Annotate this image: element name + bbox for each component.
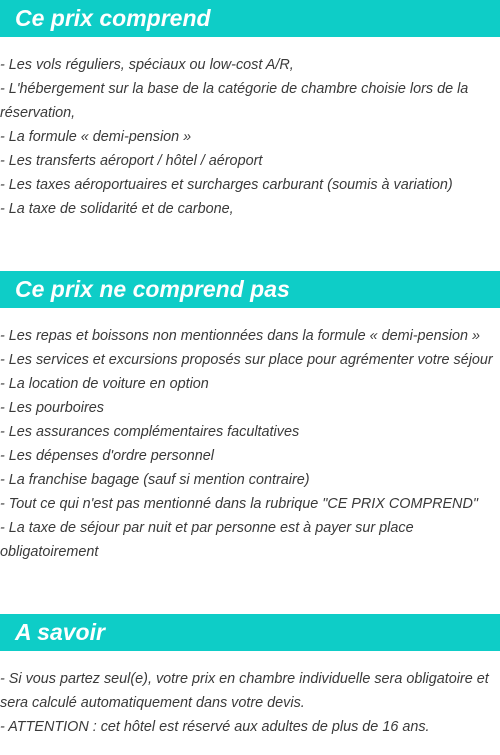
list-item: - La taxe de séjour par nuit et par personne est à payer sur place obligatoirement	[0, 520, 414, 560]
section-title-info: A savoir	[0, 614, 500, 651]
list-item: - La formule « demi-pension »	[0, 129, 192, 145]
list-item: - Les repas et boissons non mentionnées dans la formule « demi-pension »	[0, 328, 480, 344]
section-title-includes: Ce prix comprend	[0, 0, 500, 37]
list-item: - La taxe de solidarité et de carbone,	[0, 201, 234, 217]
list-item: - Les taxes aéroportuaires et surcharges carburant (soumis à variation)	[0, 177, 453, 193]
list-item: - Les transferts aéroport / hôtel / aéroport	[0, 153, 263, 169]
list-item: - La location de voiture en option	[0, 376, 209, 392]
list-item: - ATTENTION : cet hôtel est réservé aux adultes de plus de 16 ans.	[0, 719, 430, 735]
list-item: - Les services et excursions proposés sur place pour agrémenter votre séjour	[0, 352, 493, 368]
section-title-excludes: Ce prix ne comprend pas	[0, 271, 500, 308]
list-item: - Tout ce qui n'est pas mentionné dans la rubrique "CE PRIX COMPREND"	[0, 496, 478, 512]
list-item: - Les vols réguliers, spéciaux ou low-cost A/R,	[0, 57, 294, 73]
excludes-list	[0, 324, 500, 564]
list-item: - La franchise bagage (sauf si mention contraire)	[0, 472, 310, 488]
list-item: - Les pourboires	[0, 400, 104, 416]
list-item: - L'hébergement sur la base de la catégorie de chambre choisie lors de la réservation,	[0, 81, 469, 121]
includes-list	[0, 53, 500, 221]
list-item: - Les assurances complémentaires facultatives	[0, 424, 300, 440]
list-item: - Si vous partez seul(e), votre prix en chambre individuelle sera obligatoire et sera calculé automatiquement dans votre devis.	[0, 671, 489, 711]
info-list	[0, 667, 500, 739]
list-item: - Les dépenses d'ordre personnel	[0, 448, 214, 464]
